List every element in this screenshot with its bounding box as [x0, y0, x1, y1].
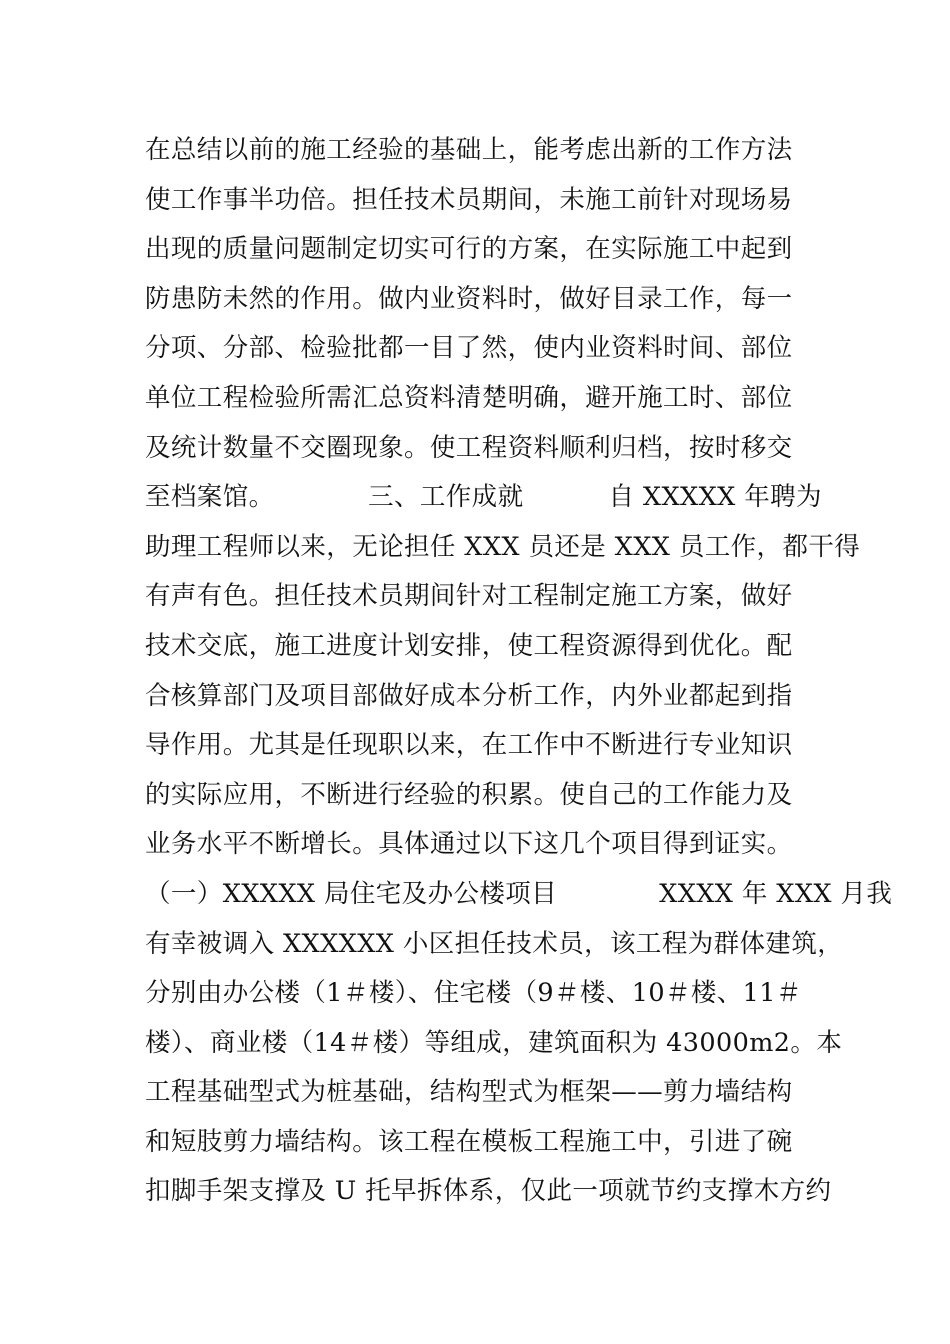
text-line: 导作用。尤其是任现职以来，在工作中不断进行专业知识: [145, 730, 793, 761]
text-line: 和短肢剪力墙结构。该工程在模板工程施工中，引进了碗: [145, 1126, 793, 1157]
body-text: [145, 126, 893, 1217]
text-line: （一）XXXXX 局住宅及办公楼项目 XXXX 年 XXX 月我: [145, 878, 893, 909]
text-line: 工程基础型式为桩基础，结构型式为框架——剪力墙结构: [145, 1077, 793, 1108]
text-line: 分别由办公楼（1＃楼）、住宅楼（9＃楼、10＃楼、11＃: [145, 978, 802, 1009]
text-line: 至档案馆。 三、工作成就 自 XXXXX 年聘为: [145, 482, 822, 513]
text-line: 业务水平不断增长。具体通过以下这几个项目得到证实。: [145, 829, 793, 860]
text-line: 技术交底，施工进度计划安排，使工程资源得到优化。配: [145, 630, 793, 661]
text-line: 有声有色。担任技术员期间针对工程制定施工方案，做好: [145, 581, 793, 612]
text-line: 防患防未然的作用。做内业资料时，做好目录工作，每一: [145, 283, 793, 314]
text-line: 的实际应用，不断进行经验的积累。使自己的工作能力及: [145, 779, 793, 810]
text-line: 助理工程师以来，无论担任 XXX 员还是 XXX 员工作，都干得: [145, 531, 861, 562]
text-line: 在总结以前的施工经验的基础上，能考虑出新的工作方法: [145, 135, 793, 165]
text-line: 合核算部门及项目部做好成本分析工作，内外业都起到指: [145, 680, 793, 711]
text-line: 分项、分部、检验批都一目了然，使内业资料时间、部位: [145, 333, 793, 364]
text-line: 有幸被调入 XXXXXX 小区担任技术员，该工程为群体建筑，: [145, 928, 844, 959]
text-line: 及统计数量不交圈现象。使工程资料顺利归档，按时移交: [145, 432, 793, 463]
text-line: 楼）、商业楼（14＃楼）等组成，建筑面积为 43000m2。本: [145, 1027, 843, 1058]
text-line: 单位工程检验所需汇总资料清楚明确，避开施工时、部位: [145, 382, 793, 413]
text-line: 出现的质量问题制定切实可行的方案，在实际施工中起到: [145, 234, 793, 265]
text-line: 扣脚手架支撑及 U 托早拆体系，仅此一项就节约支撑木方约: [145, 1176, 832, 1207]
text-line: 使工作事半功倍。担任技术员期间，未施工前针对现场易: [145, 184, 793, 215]
